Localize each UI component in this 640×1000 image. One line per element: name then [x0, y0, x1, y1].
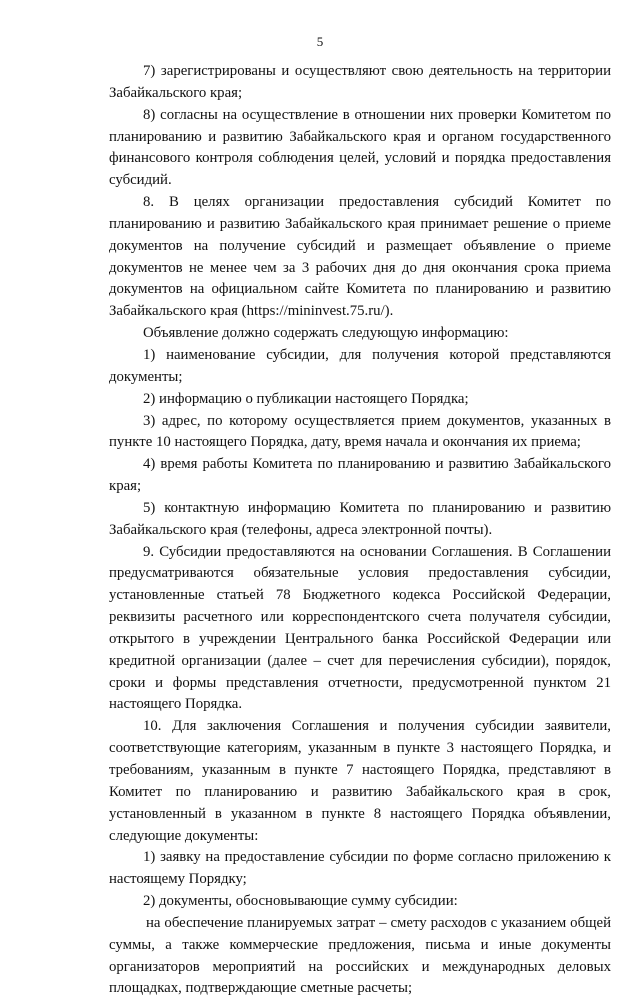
paragraph-documents-item-1: 1) заявку на предоставление субсидии по форме согласно приложению к настоящему Порядку;	[109, 849, 611, 888]
document-body	[109, 61, 611, 1000]
paragraph-announcement-item-3: 3) адрес, по которому осуществляется прием документов, указанных в пункте 10 настоящего Порядка, дату, время начала и окончания их приема;	[109, 412, 611, 451]
paragraph-documents-item-2: 2) документы, обосновывающие сумму субсидии:	[143, 893, 458, 910]
paragraph-clause-10: 10. Для заключения Соглашения и получения субсидии заявители, соответствующие категориям, указанным в пункте 3 настоящего Порядка, и требованиям, указанным в пункте 7 настоящего Порядка, представляют в Комитет по планированию и развитию Забайкальского края в срок, установленный в указанном в пункте 8 настоящего Порядка объявлении, следующие документы:	[109, 718, 611, 844]
paragraph-announcement-item-2: 2) информацию о публикации настоящего Порядка;	[143, 390, 469, 407]
paragraph-clause-8: 8. В целях организации предоставления субсидий Комитет по планированию и развитию Забайкальского края принимает решение о приеме документов на получение субсидий и размещает объявление о приеме документов не менее чем за 3 рабочих дня до дня окончания срока приема документов на официальном сайте Комитета по планированию и развитию Забайкальского края (https://mininvest.75.ru/).	[109, 194, 611, 320]
paragraph-item-8: 8) согласны на осуществление в отношении них проверки Комитетом по планированию и развитию Забайкальского края и органом государственного финансового контроля соблюдения целей, условий и порядка предоставления субсидий.	[109, 106, 611, 189]
paragraph-announcement-item-4: 4) время работы Комитета по планированию и развитию Забайкальского края;	[109, 456, 611, 495]
paragraph-announcement-item-1: 1) наименование субсидии, для получения которой представляются документы;	[109, 346, 611, 385]
page-number: 5	[316, 34, 324, 49]
paragraph-costs-estimate: на обеспечение планируемых затрат – смету расходов с указанием общей суммы, а также коммерческие предложения, письма и иные документы организаторов мероприятий на российских и международных деловых площадках, подтверждающие сметные расчеты;	[109, 914, 611, 997]
paragraph-announcement-item-5: 5) контактную информацию Комитета по планированию и развитию Забайкальского края (телефоны, адреса электронной почты).	[109, 499, 611, 538]
paragraph-announcement-intro: Объявление должно содержать следующую информацию:	[143, 325, 509, 342]
paragraph-clause-9: 9. Субсидии предоставляются на основании Соглашения. В Соглашении предусматриваются обязательные условия предоставления субсидии, установленные статьей 78 Бюджетного кодекса Российской Федерации, реквизиты расчетного или корреспондентского счета получателя субсидии, открытого в учреждении Центрального банка Российской Федерации или кредитной организации (далее – счет для перечисления субсидии), порядок, сроки и формы представления отчетности, предусмотренной пунктом 21 настоящего Порядка.	[109, 543, 611, 713]
paragraph-item-7: 7) зарегистрированы и осуществляют свою деятельность на территории Забайкальского края;	[109, 63, 611, 101]
